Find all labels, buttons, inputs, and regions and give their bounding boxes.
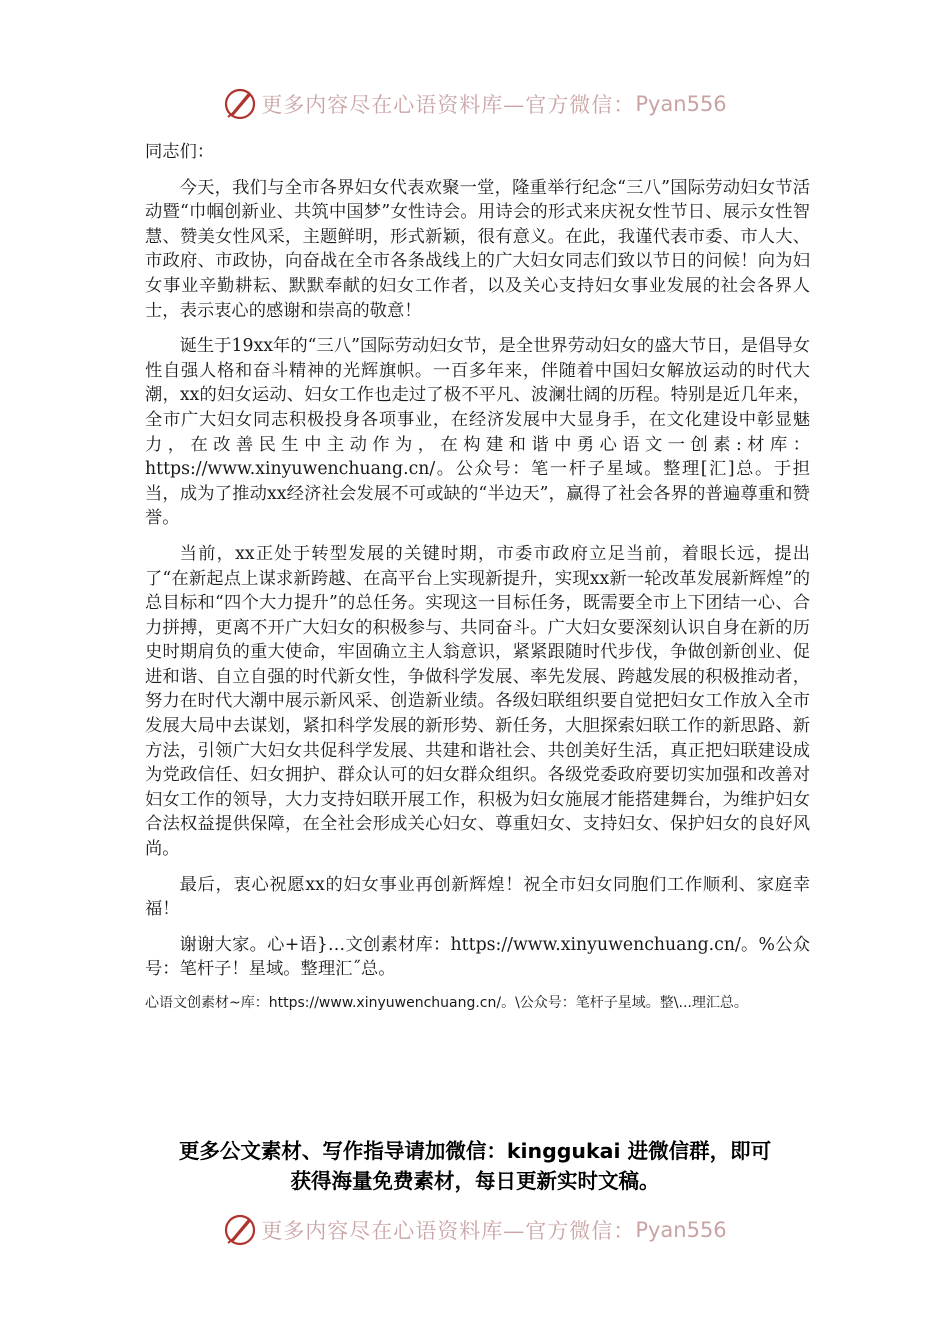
banner-wechat-id: Pyan556 xyxy=(635,1218,727,1242)
footnote: 心语文创素材~库：https://www.xinyuwenchuang.cn/。\公众号：笔杆子星域。整\...理汇总。 xyxy=(145,995,748,1011)
quill-logo-icon xyxy=(223,87,257,121)
banner-text: 更多内容尽在心语资料库—官方微信： xyxy=(261,93,636,117)
quill-logo-icon xyxy=(223,1213,257,1247)
paragraph-3: 当前，xx正处于转型发展的关键时期，市委市政府立足当前，着眼长远，提出了“在新起点上谋求新跨越、在高平台上实现新提升，实现xx新一轮改革发展新辉煌”的总目标和“四个大力提升”的总任务。实现这一目标任务，既需要全市上下团结一心、合力拼搏，更离不开广大妇女的积极参与、共同奋斗。广大妇女要深刻认识自身在新的历史时期肩负的重大使命，牢固确立主人翁意识，紧紧跟随时代步伐，争做创新创业、促进和谐、自立自强的时代新女性，争做科学发展、率先发展、跨越发展的积极推动者，努力在时代大潮中展示新风采、创造新业绩。各级妇联组织要自觉把妇女工作放入全市发展大局中去谋划，紧扣科学发展的新形势、新任务，大胆探索妇联工作的新思路、新方法，引领广大妇女共促科学发展、共建和谐社会、共创美好生活，真正把妇联建设成为党政信任、妇女拥护、群众认可的妇女群众组织。各级党委政府要切实加强和改善对妇女工作的领导，大力支持妇联开展工作，积极为妇女施展才能搭建舞台，为维护妇女合法权益提供保障，在全社会形成关心妇女、尊重妇女、支持妇女、保护妇女的良好风尚。 xyxy=(145,543,810,860)
paragraph-2: 诞生于19xx年的“三八”国际劳动妇女节，是全世界劳动妇女的盛大节日，是倡导女性自强人格和奋斗精神的光辉旗帜。一百多年来，伴随着中国妇女解放运动的时代大潮，xx的妇女运动、妇女工作也走过了极不平凡、波澜壮阔的历程。特别是近几年来，全市广大妇女同志积极投身各项事业，在经济发展中大显身手，在文化建设中彰显魅力，在改善民生中主动作为，在构建和谐中勇心语文一创素:材库：https://www.xinyuwenchuang.cn/。公众号：笔一杆子星域。整理[汇]总。于担当，成为了推动xx经济社会发展不可或缺的“半边天”，赢得了社会各界的普遍尊重和赞誉。 xyxy=(145,336,810,529)
banner-wechat-id: Pyan556 xyxy=(635,92,727,116)
salutation: 同志们： xyxy=(145,142,215,162)
paragraph-1: 今天，我们与全市各界妇女代表欢聚一堂，隆重举行纪念“三八”国际劳动妇女节活动暨“巾帼创新业、共筑中国梦”女性诗会。用诗会的形式来庆祝女性节日、展示女性智慧、赞美女性风采，主题鲜明，形式新颖，很有意义。在此，我谨代表市委、市人大、市政府、市政协，向奋战在全市各条战线上的广大妇女同志们致以节日的问候！向为妇女事业辛勤耕耘、默默奉献的妇女工作者，以及关心支持妇女事业发展的社会各界人士，表示衷心的感谢和崇高的敬意！ xyxy=(145,177,810,321)
paragraph-5: 谢谢大家。心+语}…文创素材库：https://www.xinyuwenchuang.cn/。%公众号：笔杆子！星域。整理汇˝总。 xyxy=(145,934,810,980)
banner-text: 更多内容尽在心语资料库—官方微信： xyxy=(261,1219,636,1243)
promo-block xyxy=(0,1136,950,1196)
document-body xyxy=(145,140,810,1013)
header-banner xyxy=(0,84,950,124)
promo-line-2: 获得海量免费素材，每日更新实时文稿。 xyxy=(290,1169,660,1193)
footer-banner xyxy=(0,1210,950,1250)
paragraph-4: 最后，衷心祝愿xx的妇女事业再创新辉煌！祝全市妇女同胞们工作顺利、家庭幸福！ xyxy=(145,874,810,920)
promo-line-1: 更多公文素材、写作指导请加微信：kinggukai 进微信群，即可 xyxy=(178,1139,772,1163)
